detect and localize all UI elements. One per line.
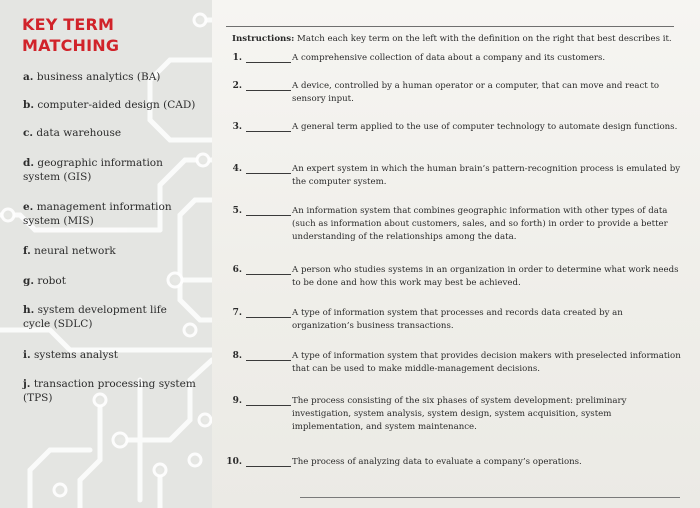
answer-blank[interactable]: [246, 215, 291, 216]
term-text: systems analyst: [34, 349, 119, 361]
term-text: transaction processing system (TPS): [23, 378, 196, 404]
answer-blank[interactable]: [246, 173, 291, 174]
definition-number: 7.: [232, 308, 242, 318]
key-term-heading: [22, 14, 119, 56]
definition-text: A type of information system that provides decision makers with preselected information that can be used to make middle-management decisions.: [292, 351, 681, 374]
term-item: [23, 156, 163, 184]
definition-text: The process consisting of the six phases of system development: preliminary investigation, system analysis, system design, system acquisition, system implementation, and system maintenance.: [292, 396, 627, 432]
definition-item: [222, 205, 678, 260]
definition-number: 1.: [232, 53, 242, 63]
definition-number: 6.: [232, 265, 242, 275]
instructions-text: Match each key term on the left with the definition on the right that best describes it.: [294, 34, 672, 44]
term-letter: j.: [23, 378, 31, 390]
term-item: [23, 98, 198, 112]
heading-line-1: KEY TERM: [22, 15, 115, 34]
definition-item: [222, 395, 678, 450]
term-item: [23, 126, 198, 140]
definition-text: The process of analyzing data to evaluate a company’s operations.: [292, 457, 582, 467]
answer-blank[interactable]: [246, 274, 291, 275]
term-text: management information system (MIS): [23, 201, 172, 227]
term-text: geographic information system (GIS): [23, 157, 163, 183]
definition-text: A general term applied to the use of computer technology to automate design functions.: [292, 122, 678, 132]
term-text: business analytics (BA): [36, 71, 161, 83]
term-letter: h.: [23, 304, 35, 316]
definition-number: 5.: [232, 206, 242, 216]
term-letter: g.: [23, 275, 34, 287]
term-letter: d.: [23, 157, 34, 169]
term-letter: e.: [23, 201, 34, 213]
definition-text: A comprehensive collection of data about a company and its customers.: [292, 53, 606, 63]
heading-line-2: MATCHING: [22, 36, 120, 55]
definition-text: An expert system in which the human brain’s pattern-recognition process is emulated by the computer system.: [292, 164, 681, 187]
top-divider: [226, 26, 674, 27]
answer-blank[interactable]: [246, 90, 291, 91]
term-item: [23, 70, 198, 84]
term-item: [23, 200, 173, 228]
term-letter: a.: [23, 71, 34, 83]
definition-item: [222, 456, 678, 476]
answer-blank[interactable]: [246, 317, 291, 318]
instructions: [232, 34, 677, 45]
answer-blank[interactable]: [246, 131, 291, 132]
answer-blank[interactable]: [246, 405, 291, 406]
definition-text: A device, controlled by a human operator or a computer, that can move and react to sensory input.: [292, 81, 660, 104]
term-text: computer-aided design (CAD): [37, 99, 196, 111]
term-item: [23, 274, 198, 288]
answer-blank[interactable]: [246, 360, 291, 361]
key-term-panel: [0, 0, 212, 508]
term-text: data warehouse: [36, 127, 122, 139]
bottom-divider: [300, 497, 680, 498]
term-item: [23, 303, 193, 331]
definition-number: 9.: [232, 396, 242, 406]
definition-text: A person who studies systems in an organization in order to determine what work needs to be done and how this work may best be achieved.: [292, 265, 679, 288]
term-letter: f.: [23, 245, 31, 257]
term-letter: c.: [23, 127, 34, 139]
definition-text: An information system that combines geographic information with other types of data (such as information about customers, sales, and so forth) in order to provide a better understanding of the relationships among the data.: [292, 206, 668, 242]
term-letter: b.: [23, 99, 34, 111]
term-letter: i.: [23, 349, 31, 361]
answer-blank[interactable]: [246, 466, 291, 467]
term-item: [23, 377, 198, 405]
definition-text: A type of information system that processes and records data created by an organization’s business transactions.: [292, 308, 623, 331]
definition-number: 10.: [226, 457, 242, 467]
term-text: system development life cycle (SDLC): [23, 304, 167, 330]
term-item: [23, 348, 198, 362]
instructions-label: Instructions:: [232, 34, 295, 44]
definition-number: 3.: [232, 122, 242, 132]
definition-item: [222, 350, 681, 400]
definition-number: 2.: [232, 81, 242, 91]
term-text: robot: [37, 275, 66, 287]
term-item: [23, 244, 198, 258]
definition-number: 8.: [232, 351, 242, 361]
term-text: neural network: [34, 245, 116, 257]
answer-blank[interactable]: [246, 62, 291, 63]
definition-number: 4.: [232, 164, 242, 174]
